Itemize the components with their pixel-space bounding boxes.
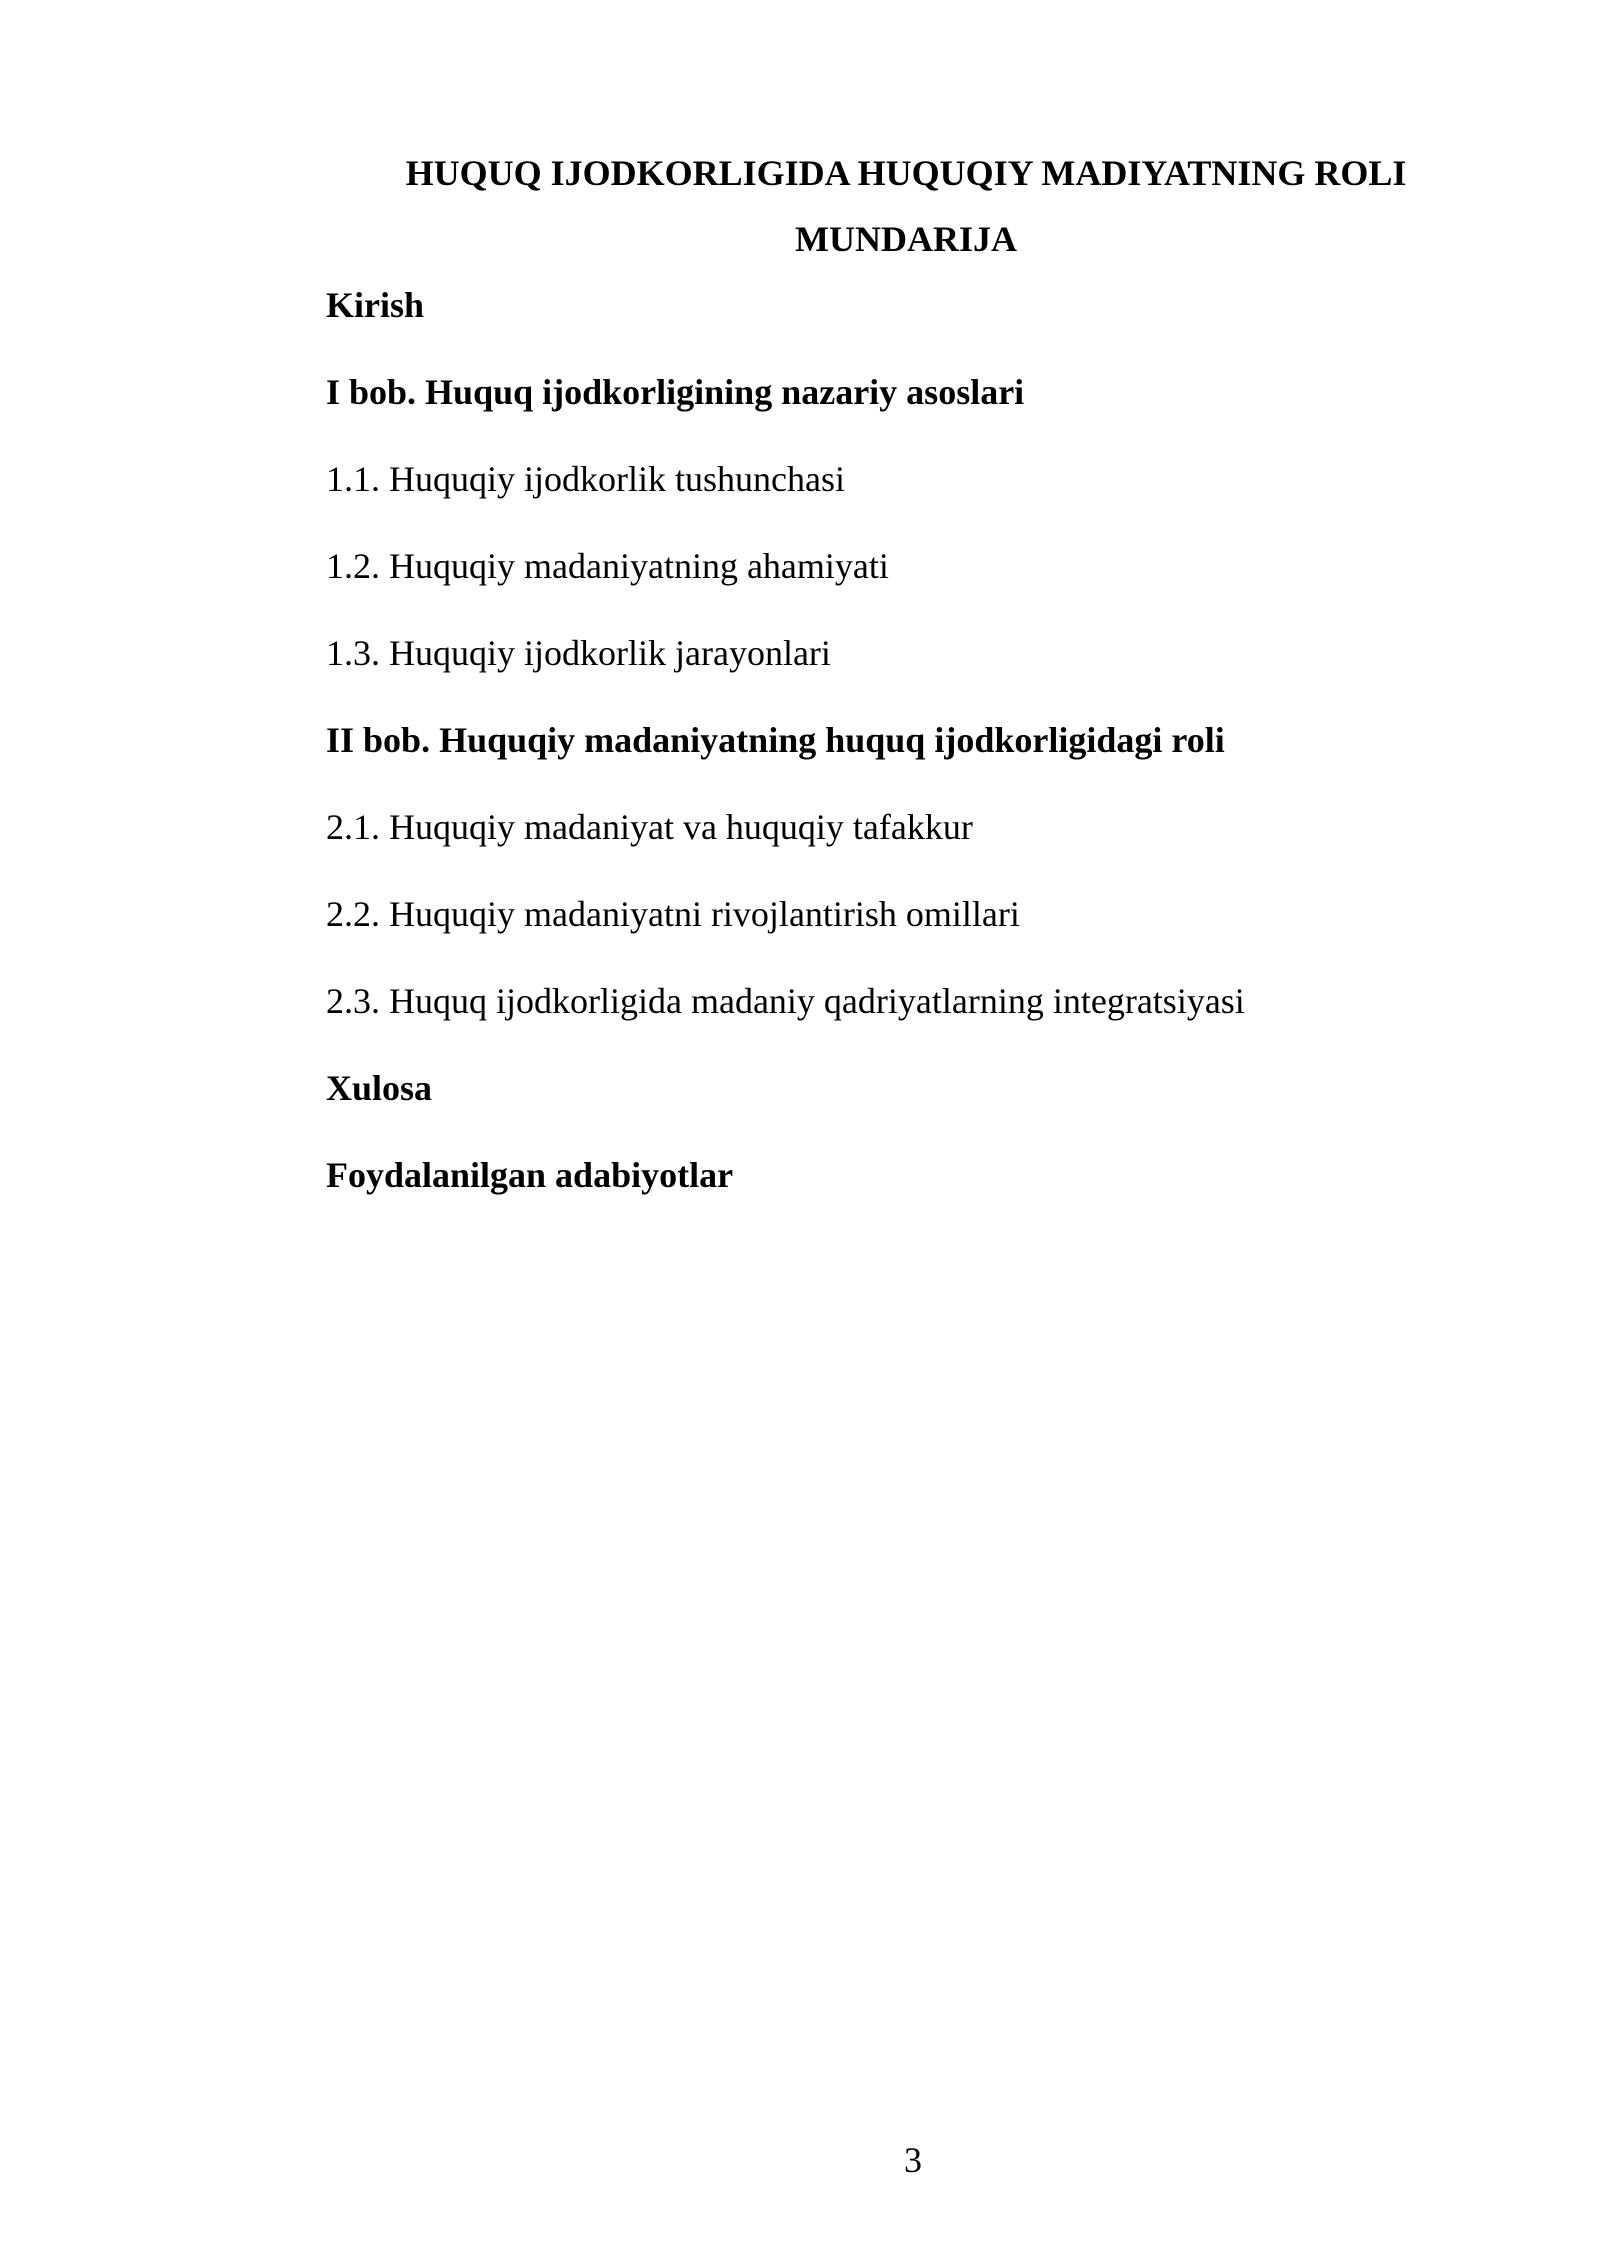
toc-item-1-3: 1.3. Huquqiy ijodkorlik jarayonlari: [326, 633, 831, 673]
toc-item-adabiyotlar: Foydalanilgan adabiyotlar: [326, 1155, 734, 1195]
toc-item-xulosa: Xulosa: [326, 1068, 433, 1108]
toc-item-1-1: 1.1. Huquqiy ijodkorlik tushunchasi: [326, 459, 845, 499]
toc-item-2-2: 2.2. Huquqiy madaniyatni rivojlantirish omillari: [326, 894, 1020, 934]
toc-item-chapter-2: II bob. Huquqiy madaniyatning huquq ijodkorligidagi roli: [326, 720, 1225, 760]
page-number: 3: [904, 2140, 922, 2180]
document-title: HUQUQ IJODKORLIGIDA HUQUQIY MADIYATNING ROLI: [405, 153, 1407, 193]
toc-item-kirish: Kirish: [326, 285, 425, 325]
toc-item-2-1: 2.1. Huquqiy madaniyat va huquqiy tafakkur: [326, 807, 973, 847]
toc-item-chapter-1: I bob. Huquq ijodkorligining nazariy asoslari: [326, 372, 1025, 412]
toc-heading: MUNDARIJA: [795, 219, 1017, 259]
toc-item-1-2: 1.2. Huquqiy madaniyatning ahamiyati: [326, 546, 889, 586]
table-of-contents: [326, 280, 1486, 1237]
toc-item-2-3: 2.3. Huquq ijodkorligida madaniy qadriyatlarning integratsiyasi: [326, 981, 1245, 1021]
